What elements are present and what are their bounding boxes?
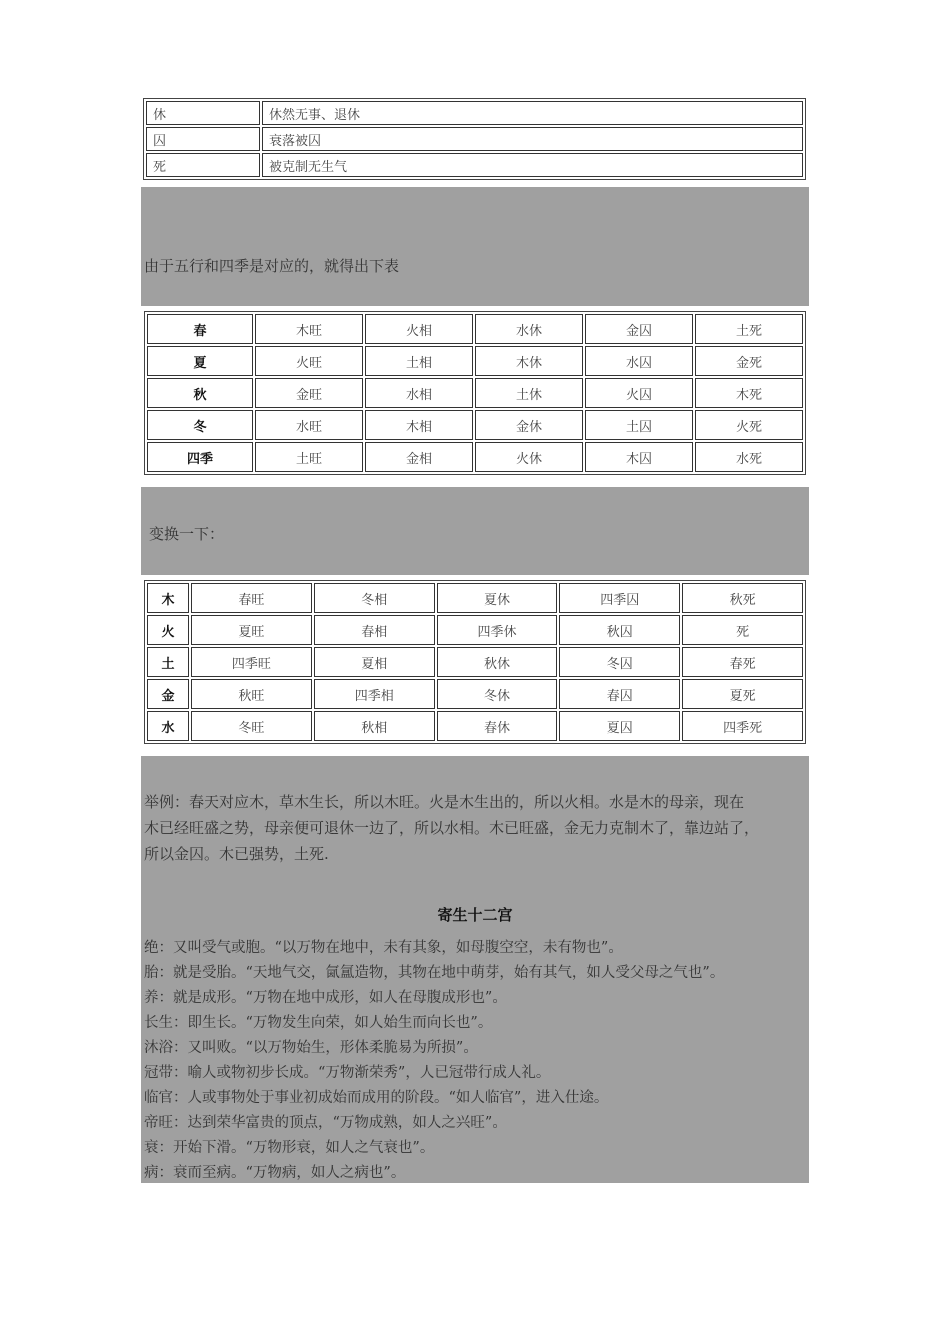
table-row xyxy=(147,711,803,741)
table-cell: 木旺 xyxy=(255,314,363,344)
table-cell: 土休 xyxy=(475,378,583,408)
element-table xyxy=(144,580,806,744)
example-line: 举例：春天对应木，草木生长，所以木旺。火是木生出的，所以火相。水是木的母亲，现在 xyxy=(144,793,745,811)
table-cell: 秋囚 xyxy=(559,615,680,645)
table-cell: 土囚 xyxy=(585,410,693,440)
table-cell: 土死 xyxy=(695,314,803,344)
stage-line: 病：衰而至病。“万物病，如人之病也”。 xyxy=(144,1165,406,1181)
stage-line: 胎：就是受胎。“天地气交，氤氲造物，其物在地中萌芽，始有其气，如人受父母之气也”。 xyxy=(144,965,725,981)
table-row xyxy=(147,346,803,376)
stage-line: 临官：人或事物处于事业初成始而成用的阶段。“如人临官”，进入仕途。 xyxy=(144,1090,609,1106)
table-cell: 死 xyxy=(682,615,803,645)
table-cell: 水死 xyxy=(695,442,803,472)
table-cell: 四季囚 xyxy=(559,583,680,613)
table-cell: 秋休 xyxy=(437,647,558,677)
table-cell: 春旺 xyxy=(191,583,312,613)
table-row xyxy=(147,442,803,472)
row-header: 火 xyxy=(147,615,189,645)
definition-table xyxy=(143,98,806,180)
section-title: 寄生十二宫 xyxy=(437,906,513,924)
def-key: 死 xyxy=(146,153,260,177)
table-cell: 夏相 xyxy=(314,647,435,677)
table-cell: 土相 xyxy=(365,346,473,376)
table-cell: 四季旺 xyxy=(191,647,312,677)
def-desc: 衰落被囚 xyxy=(262,127,803,151)
table-cell: 四季休 xyxy=(437,615,558,645)
intro-text: 由于五行和四季是对应的，就得出下表 xyxy=(144,257,400,275)
table-cell: 水囚 xyxy=(585,346,693,376)
table-cell: 秋相 xyxy=(314,711,435,741)
table-cell: 火死 xyxy=(695,410,803,440)
table-cell: 土旺 xyxy=(255,442,363,472)
stage-line: 冠带：喻人或物初步长成。“万物渐荣秀”，人已冠带行成人礼。 xyxy=(144,1065,551,1081)
def-desc: 休然无事、退休 xyxy=(262,101,803,125)
table-row xyxy=(147,583,803,613)
table-cell: 四季死 xyxy=(682,711,803,741)
table-cell: 水休 xyxy=(475,314,583,344)
row-header: 水 xyxy=(147,711,189,741)
table-cell: 金旺 xyxy=(255,378,363,408)
def-desc: 被克制无生气 xyxy=(262,153,803,177)
table-cell: 火旺 xyxy=(255,346,363,376)
table-cell: 秋死 xyxy=(682,583,803,613)
intro-text: 变换一下： xyxy=(149,525,225,543)
table-row xyxy=(147,615,803,645)
stage-line: 沐浴：又叫败。“以万物始生，形体柔脆易为所损”。 xyxy=(144,1040,478,1056)
table-cell: 火囚 xyxy=(585,378,693,408)
table-cell: 夏休 xyxy=(437,583,558,613)
row-header: 夏 xyxy=(147,346,253,376)
row-header: 春 xyxy=(147,314,253,344)
table-cell: 火相 xyxy=(365,314,473,344)
table-cell: 木囚 xyxy=(585,442,693,472)
row-header: 冬 xyxy=(147,410,253,440)
def-key: 囚 xyxy=(146,127,260,151)
example-line: 木已经旺盛之势，母亲便可退休一边了，所以水相。木已旺盛，金无力克制木了，靠边站了， xyxy=(144,819,760,837)
table-cell: 春相 xyxy=(314,615,435,645)
stage-line: 长生：即生长。“万物发生向荣，如人始生而向长也”。 xyxy=(144,1015,493,1031)
gray-panel xyxy=(141,187,809,306)
table-cell: 水相 xyxy=(365,378,473,408)
table-cell: 夏囚 xyxy=(559,711,680,741)
table-cell: 木死 xyxy=(695,378,803,408)
table-cell: 夏死 xyxy=(682,679,803,709)
stage-line: 帝旺：达到荣华富贵的顶点，“万物成熟，如人之兴旺”。 xyxy=(144,1115,507,1131)
table-cell: 金囚 xyxy=(585,314,693,344)
table-cell: 夏旺 xyxy=(191,615,312,645)
table-cell: 春休 xyxy=(437,711,558,741)
stage-line: 绝：又叫受气或胞。“以万物在地中，未有其象，如母腹空空，未有物也”。 xyxy=(144,940,623,956)
table-cell: 金相 xyxy=(365,442,473,472)
table-row xyxy=(146,101,803,125)
table-cell: 冬旺 xyxy=(191,711,312,741)
table-cell: 火休 xyxy=(475,442,583,472)
row-header: 土 xyxy=(147,647,189,677)
table-cell: 冬囚 xyxy=(559,647,680,677)
table-cell: 春死 xyxy=(682,647,803,677)
table-row xyxy=(146,153,803,177)
row-header: 四季 xyxy=(147,442,253,472)
row-header: 木 xyxy=(147,583,189,613)
stage-line: 养：就是成形。“万物在地中成形，如人在母腹成形也”。 xyxy=(144,990,507,1006)
table-cell: 冬休 xyxy=(437,679,558,709)
stage-line: 衰：开始下滑。“万物形衰，如人之气衰也”。 xyxy=(144,1140,435,1156)
table-row xyxy=(147,314,803,344)
table-cell: 冬相 xyxy=(314,583,435,613)
table-cell: 金死 xyxy=(695,346,803,376)
table-row xyxy=(147,378,803,408)
table-cell: 木相 xyxy=(365,410,473,440)
row-header: 金 xyxy=(147,679,189,709)
table-row xyxy=(147,679,803,709)
def-key: 休 xyxy=(146,101,260,125)
example-line: 所以金囚。木已强势，土死. xyxy=(144,845,329,863)
table-row xyxy=(147,410,803,440)
gray-panel xyxy=(141,487,809,575)
example-paragraph xyxy=(144,789,759,867)
table-row xyxy=(147,647,803,677)
table-cell: 四季相 xyxy=(314,679,435,709)
table-cell: 金休 xyxy=(475,410,583,440)
row-header: 秋 xyxy=(147,378,253,408)
table-cell: 木休 xyxy=(475,346,583,376)
table-cell: 春囚 xyxy=(559,679,680,709)
table-cell: 水旺 xyxy=(255,410,363,440)
season-table xyxy=(144,311,806,475)
table-cell: 秋旺 xyxy=(191,679,312,709)
table-row xyxy=(146,127,803,151)
